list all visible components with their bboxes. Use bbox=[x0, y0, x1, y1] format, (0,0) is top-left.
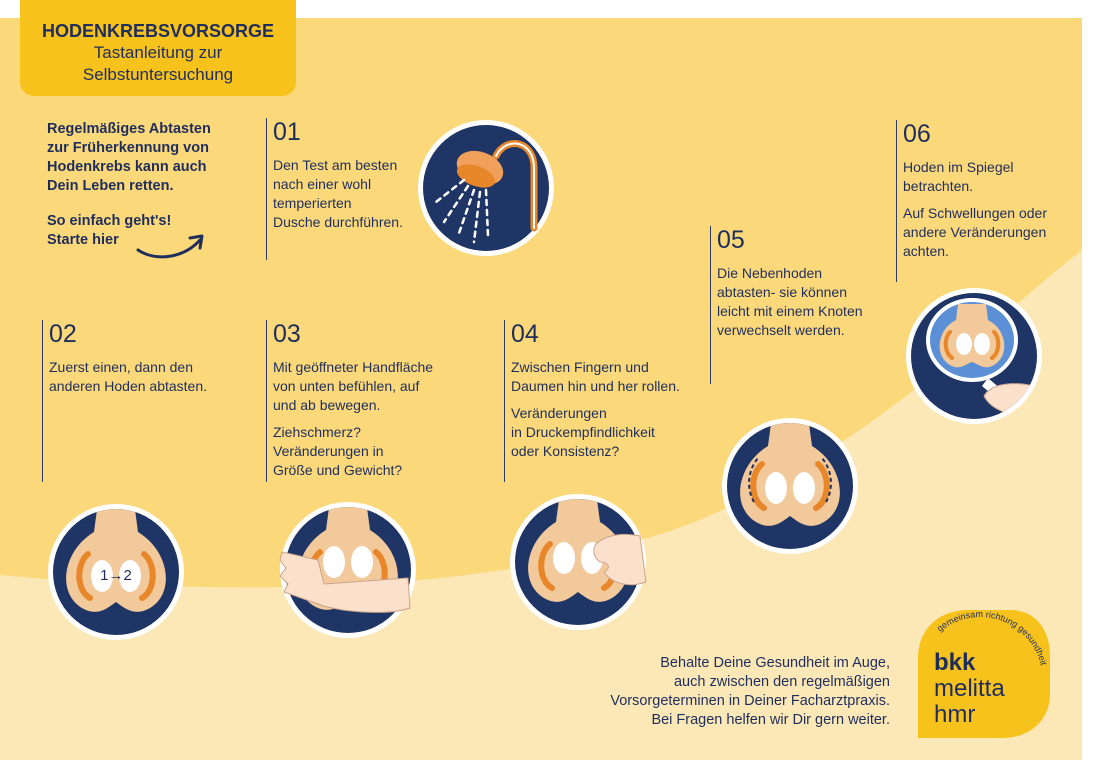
anatomy-fingers-icon bbox=[508, 492, 648, 632]
logo-brand: bkk bbox=[934, 649, 976, 676]
step-text bbox=[273, 358, 456, 480]
step-06 bbox=[896, 120, 1066, 282]
step-line: Die Nebenhoden bbox=[717, 265, 823, 281]
step-text bbox=[273, 156, 416, 232]
mirror-icon bbox=[904, 286, 1044, 426]
intro-cta-line2: Starte hier bbox=[47, 232, 119, 248]
header-title: HODENKREBSVORSORGE bbox=[41, 21, 275, 41]
step-number: 05 bbox=[717, 226, 745, 254]
step-line: Den Test am besten bbox=[273, 157, 398, 173]
step-line: Daumen hin und her rollen. bbox=[511, 378, 680, 394]
step-line: Dusche durchführen. bbox=[273, 214, 403, 230]
step-line: Veränderungen in bbox=[273, 443, 384, 459]
step-line: nach einer wohl bbox=[273, 176, 372, 192]
step-line: betrachten. bbox=[903, 178, 974, 194]
logo-line2: melitta bbox=[934, 675, 1005, 702]
step-number: 03 bbox=[273, 320, 301, 348]
step-line: abtasten- sie können bbox=[717, 284, 847, 300]
step-02 bbox=[42, 320, 242, 482]
footer-text bbox=[550, 654, 890, 730]
shower-icon bbox=[416, 118, 556, 258]
step-line: achten. bbox=[903, 243, 949, 259]
step-line: von unten befühlen, auf bbox=[273, 378, 420, 394]
anatomy-step-02-icon bbox=[46, 502, 186, 642]
intro-line3: Hodenkrebs kann auch bbox=[47, 159, 207, 175]
step-05 bbox=[710, 226, 880, 384]
header-subtitle-line1: Tastanleitung zur bbox=[93, 43, 223, 62]
step-line: Mit geöffneter Handfläche bbox=[273, 359, 434, 375]
header-subtitle-line2: Selbstuntersuchung bbox=[82, 65, 234, 84]
step-line: Veränderungen bbox=[511, 405, 607, 421]
step-line: Hoden im Spiegel bbox=[903, 159, 1014, 175]
step-line: und ab bewegen. bbox=[273, 397, 381, 413]
footer-line3: Vorsorgeterminen in Deiner Facharztpraxis. bbox=[610, 693, 890, 709]
step-line: anderen Hoden abtasten. bbox=[49, 378, 208, 394]
intro-line2: zur Früherkennung von bbox=[47, 140, 209, 156]
logo-line3: hmr bbox=[934, 701, 976, 728]
logo-slogan: gemeinsam richtung gesundheit bbox=[934, 610, 1049, 667]
intro-cta-line1: So einfach geht's! bbox=[47, 213, 172, 229]
step-text bbox=[511, 358, 694, 461]
diagram-label: 1→2 bbox=[100, 567, 132, 584]
header-box bbox=[20, 0, 296, 96]
step-line: oder Konsistenz? bbox=[511, 443, 620, 459]
bkk-logo bbox=[918, 610, 1050, 738]
step-line: Zuerst einen, dann den bbox=[49, 359, 193, 375]
footer-line4: Bei Fragen helfen wir Dir gern weiter. bbox=[651, 712, 890, 728]
intro-line1: Regelmäßiges Abtasten bbox=[47, 121, 211, 137]
step-text bbox=[903, 158, 1066, 261]
step-text bbox=[717, 264, 880, 340]
step-text bbox=[49, 358, 242, 396]
step-line: leicht mit einem Knoten bbox=[717, 303, 863, 319]
step-line: Größe und Gewicht? bbox=[273, 462, 403, 478]
curved-arrow-icon bbox=[134, 228, 210, 262]
step-line: verwechselt werden. bbox=[717, 322, 845, 338]
intro-line4: Dein Leben retten. bbox=[47, 178, 174, 194]
step-line: Ziehschmerz? bbox=[273, 424, 361, 440]
step-04 bbox=[504, 320, 694, 482]
step-line: in Druckempfindlichkeit bbox=[511, 424, 655, 440]
step-line: andere Veränderungen bbox=[903, 224, 1047, 240]
step-line: temperierten bbox=[273, 195, 352, 211]
anatomy-hand-palm-icon bbox=[278, 500, 418, 640]
step-number: 06 bbox=[903, 120, 931, 148]
step-03 bbox=[266, 320, 456, 482]
step-line: Auf Schwellungen oder bbox=[903, 205, 1047, 221]
step-number: 02 bbox=[49, 320, 77, 348]
step-01 bbox=[266, 118, 416, 260]
step-number: 04 bbox=[511, 320, 539, 348]
step-number: 01 bbox=[273, 118, 301, 146]
footer-line1: Behalte Deine Gesundheit im Auge, bbox=[660, 655, 890, 671]
footer-line2: auch zwischen den regelmäßigen bbox=[673, 674, 890, 690]
anatomy-epididymis-icon bbox=[720, 416, 860, 556]
step-line: Zwischen Fingern und bbox=[511, 359, 649, 375]
